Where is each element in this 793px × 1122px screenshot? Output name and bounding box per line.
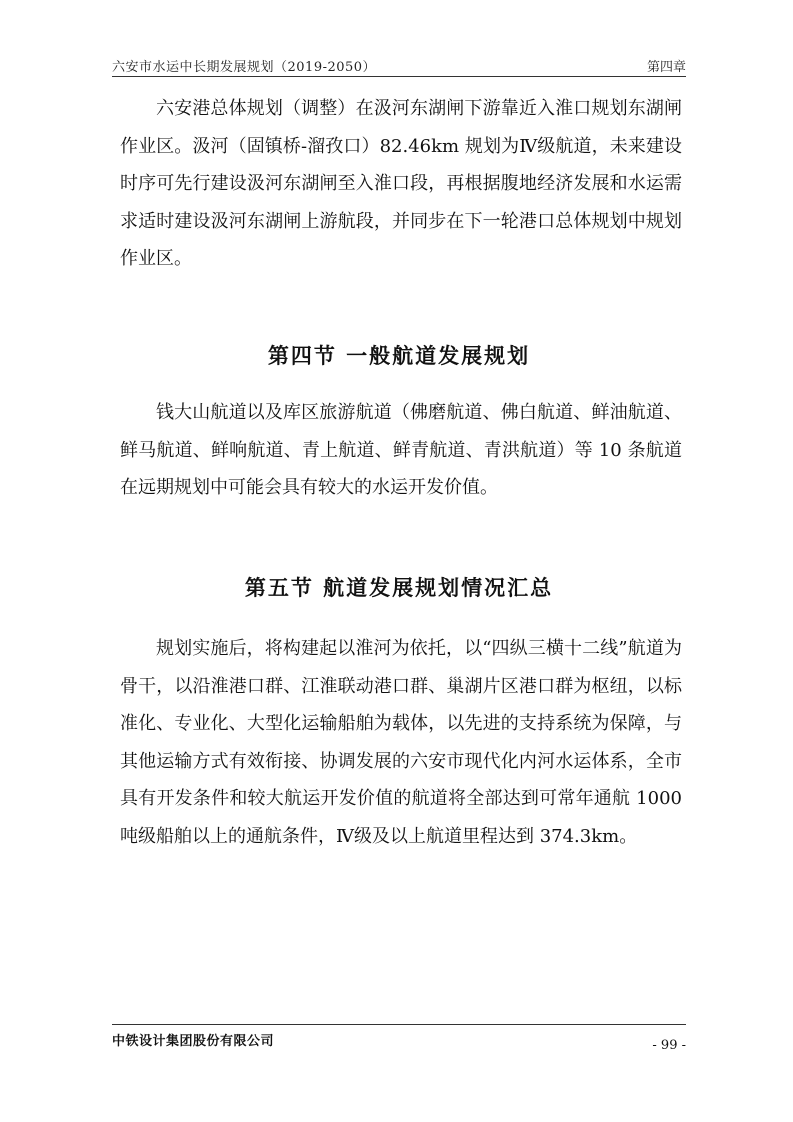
section-heading-4: 第四节 一般航道发展规划 <box>267 343 531 368</box>
header-divider <box>112 76 686 77</box>
body-paragraph-3: 规划实施后，将构建起以淮河为依托，以“四纵三横十二线”航道为骨干，以沿淮港口群、江淮联动港口群、巢湖片区港口群为枢纽，以标准化、专业化、大型化运输船舶为载体，以先进的支持系统为保障，与其他运输方式有效衔接、协调发展的六安市现代化内河水运体系，全市具有开发条件和较大航运开发价值的航道将全部达到可常年通航 1000 吨级船舶以上的通航条件，Ⅳ级及以上航道里程达到 374.3km。 <box>120 638 682 847</box>
page-number: - 99 - <box>652 1038 686 1053</box>
page-footer <box>112 1028 686 1052</box>
page-header <box>112 52 686 76</box>
body-paragraph-1: 六安港总体规划（调整）在汲河东湖闸下游靠近入淮口规划东湖闸作业区。汲河（固镇桥-溜孜口）82.46km 规划为Ⅳ级航道，未来建设时序可先行建设汲河东湖闸至入淮口段，再根据腹地经济发展和水运需求适时建设汲河东湖闸上游航段，并同步在下一轮港口总体规划中规划作业区。 <box>120 98 682 269</box>
chapter-label: 第四章 <box>646 60 686 75</box>
body-paragraph-2: 钱大山航道以及库区旅游航道（佛磨航道、佛白航道、鲜油航道、鲜马航道、鲜响航道、青上航道、鲜青航道、青洪航道）等 10 条航道在远期规划中可能会具有较大的水运开发价值。 <box>120 402 682 498</box>
footer-divider <box>112 1024 686 1025</box>
document-title: 六安市水运中长期发展规划（2019-2050） <box>112 60 377 75</box>
company-name: 中铁设计集团股份有限公司 <box>112 1034 275 1049</box>
section-heading-5: 第五节 航道发展规划情况汇总 <box>244 575 554 600</box>
